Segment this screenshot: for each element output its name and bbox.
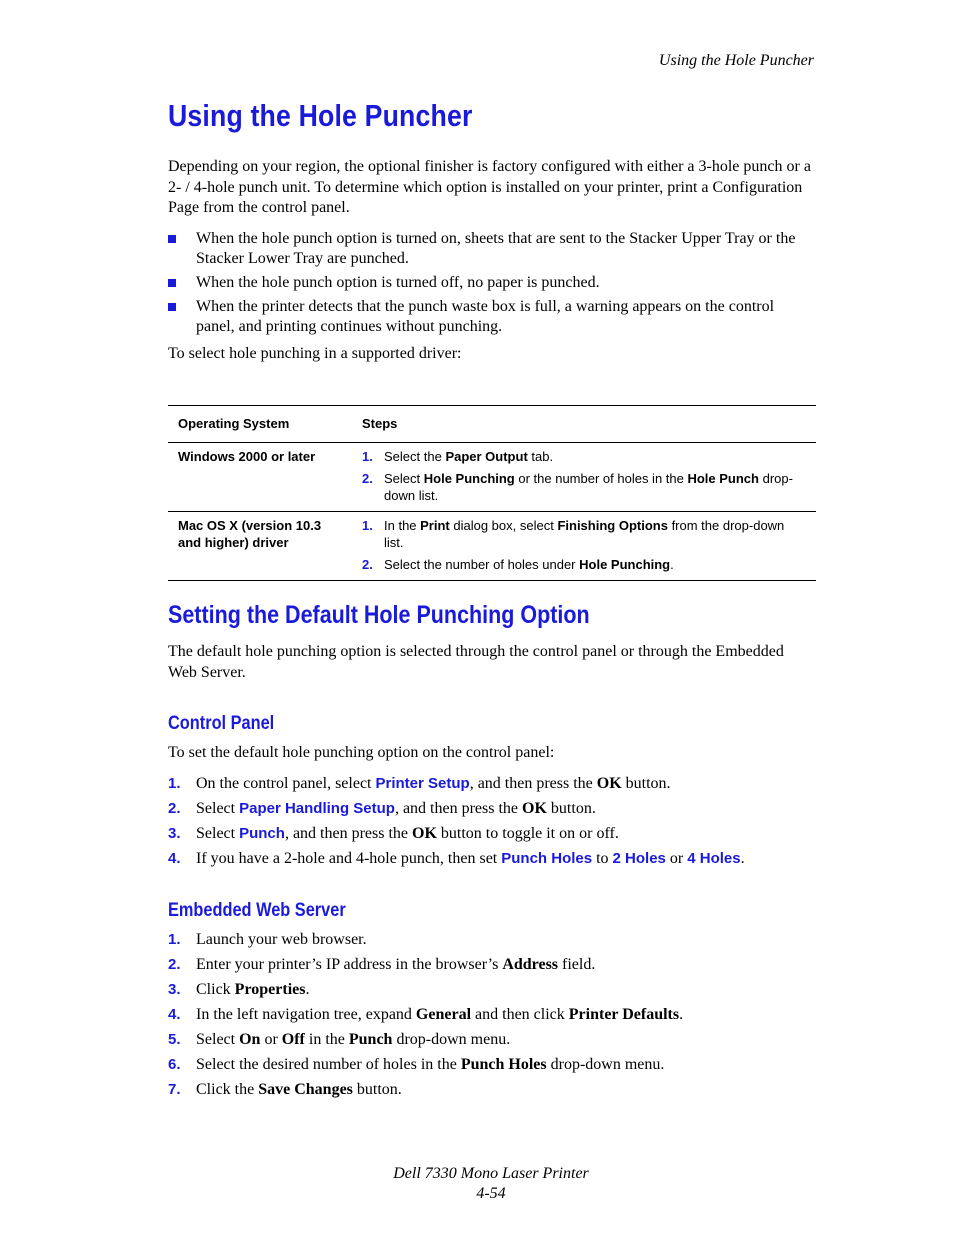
steps-cell bbox=[352, 443, 816, 512]
steps-cell bbox=[352, 512, 816, 581]
step-number: 2. bbox=[168, 800, 181, 817]
step-number: 1. bbox=[168, 931, 181, 948]
section-title-default-option: Setting the Default Hole Punching Option bbox=[168, 601, 590, 629]
step-number: 1. bbox=[362, 449, 373, 464]
step-number: 7. bbox=[168, 1081, 181, 1098]
step-number: 6. bbox=[168, 1056, 181, 1073]
table-header-row bbox=[168, 406, 816, 443]
step-number: 4. bbox=[168, 1006, 181, 1023]
column-header-os: Operating System bbox=[168, 406, 352, 443]
bullet-item bbox=[168, 297, 816, 337]
step-number: 2. bbox=[362, 557, 373, 572]
table-row bbox=[168, 512, 816, 581]
step-number: 2. bbox=[362, 471, 373, 486]
step-number: 4. bbox=[168, 850, 181, 867]
driver-intro: To select hole punching in a supported driver: bbox=[168, 345, 462, 362]
square-bullet-icon bbox=[168, 303, 176, 311]
os-cell: Mac OS X (version 10.3 and higher) driver bbox=[168, 512, 352, 581]
list-item: 6. Select the desired number of holes in the Punch Holes drop-down menu. bbox=[168, 1056, 665, 1073]
bullet-list bbox=[168, 229, 816, 341]
intro-paragraph: Depending on your region, the optional finisher is factory configured with either a 3-hole punch or a 2- / 4-hole punch unit. To determine which option is installed on your printer, print a Configuration Page from the control panel. bbox=[168, 158, 811, 216]
footer-product: Dell 7330 Mono Laser Printer bbox=[393, 1165, 589, 1182]
list-item: 4. In the left navigation tree, expand General and then click Printer Defaults. bbox=[168, 1006, 684, 1023]
page-footer bbox=[0, 1164, 954, 1204]
subsection-title-web-server: Embedded Web Server bbox=[168, 900, 346, 921]
list-item: 1. Launch your web browser. bbox=[168, 931, 367, 948]
running-header: Using the Hole Puncher bbox=[658, 52, 814, 69]
step-number: 1. bbox=[168, 775, 181, 792]
list-item: 3. Select Punch, and then press the OK button to toggle it on or off. bbox=[168, 825, 619, 842]
step-item: 2. Select Hole Punching or the number of holes in the Hole Punch drop-down list. bbox=[362, 471, 793, 503]
list-item: 4. If you have a 2-hole and 4-hole punch, then set Punch Holes to 2 Holes or 4 Holes. bbox=[168, 850, 745, 867]
step-item: 1. Select the Paper Output tab. bbox=[362, 449, 554, 464]
column-header-steps: Steps bbox=[352, 406, 816, 443]
step-number: 3. bbox=[168, 981, 181, 998]
step-item: 2. Select the number of holes under Hole Punching. bbox=[362, 557, 674, 572]
page-title: Using the Hole Puncher bbox=[168, 98, 473, 133]
bullet-item bbox=[168, 273, 816, 293]
list-item: 2. Select Paper Handling Setup, and then press the OK button. bbox=[168, 800, 596, 817]
section-intro: The default hole punching option is selected through the control panel or through the Embedded Web Server. bbox=[168, 643, 784, 681]
control-panel-steps bbox=[168, 774, 816, 874]
list-item: 3. Click Properties. bbox=[168, 981, 310, 998]
bullet-text: When the printer detects that the punch waste box is full, a warning appears on the control panel, and printing continues without punching. bbox=[196, 298, 775, 335]
driver-steps-table bbox=[168, 405, 816, 581]
web-server-steps bbox=[168, 930, 816, 1105]
control-panel-intro: To set the default hole punching option on the control panel: bbox=[168, 744, 555, 761]
list-item: 2. Enter your printer’s IP address in the browser’s Address field. bbox=[168, 956, 596, 973]
step-number: 5. bbox=[168, 1031, 181, 1048]
table-row bbox=[168, 443, 816, 512]
step-number: 1. bbox=[362, 518, 373, 533]
bullet-item bbox=[168, 229, 816, 269]
step-number: 3. bbox=[168, 825, 181, 842]
subsection-title-control-panel: Control Panel bbox=[168, 713, 275, 734]
os-cell: Windows 2000 or later bbox=[168, 443, 352, 512]
step-item: 1. In the Print dialog box, select Finishing Options from the drop-down list. bbox=[362, 518, 785, 550]
bullet-text: When the hole punch option is turned off, no paper is punched. bbox=[196, 274, 600, 291]
list-item: 5. Select On or Off in the Punch drop-down menu. bbox=[168, 1031, 511, 1048]
square-bullet-icon bbox=[168, 279, 176, 287]
bullet-text: When the hole punch option is turned on, sheets that are sent to the Stacker Upper Tray or the Stacker Lower Tray are punched. bbox=[196, 230, 796, 267]
footer-page-number: 4-54 bbox=[476, 1185, 506, 1202]
list-item: 1. On the control panel, select Printer Setup, and then press the OK button. bbox=[168, 775, 671, 792]
square-bullet-icon bbox=[168, 235, 176, 243]
step-number: 2. bbox=[168, 956, 181, 973]
list-item: 7. Click the Save Changes button. bbox=[168, 1081, 402, 1098]
